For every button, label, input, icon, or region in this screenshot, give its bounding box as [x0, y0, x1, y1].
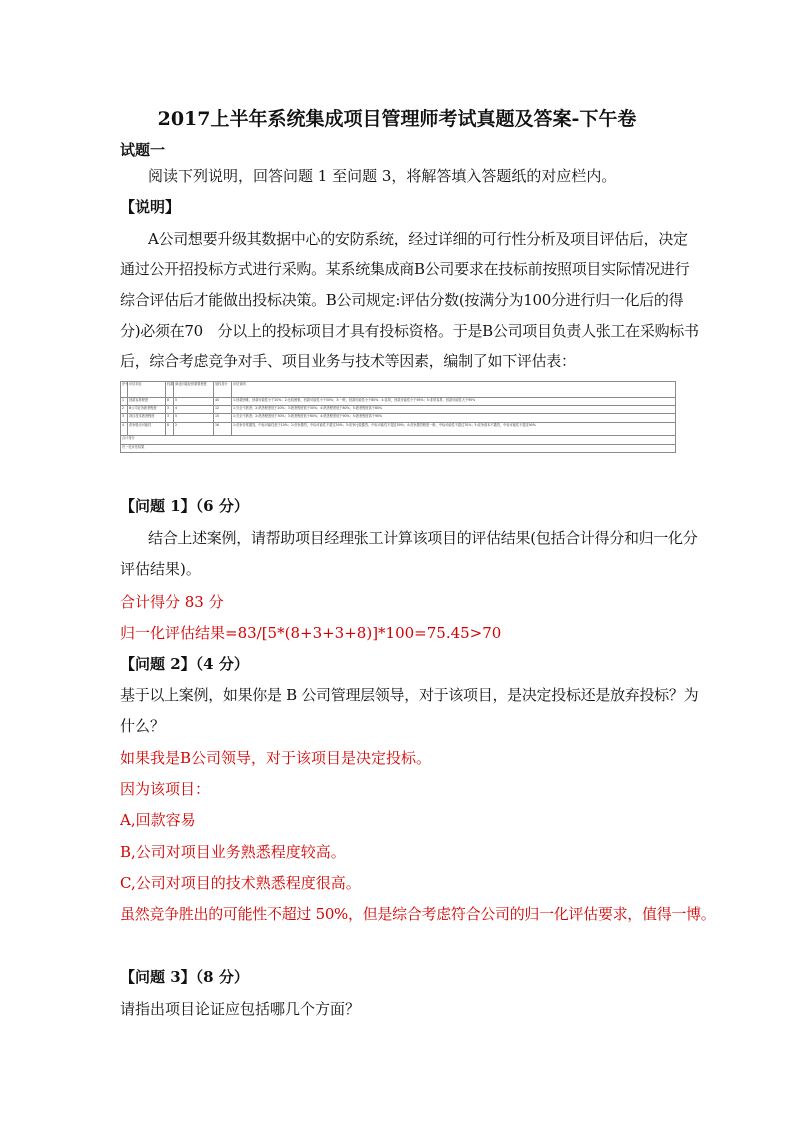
table-sum-row: [121, 436, 676, 444]
table-cell: 1: [121, 397, 128, 405]
table-header-cell: 序号: [121, 382, 128, 398]
table-cell: 16: [214, 422, 232, 435]
question-1-heading: [120, 496, 249, 516]
description-line: A公司想要升级其数据中心的安防系统，经过详细的可行性分析及项目评估后，决定: [148, 230, 688, 248]
table-cell: 回款容易程度: [128, 397, 166, 405]
answer-text: B,公司对项目业务熟悉程度较高。: [120, 843, 346, 861]
table-cell: 8: [166, 422, 174, 435]
description-label: 【说明】: [120, 198, 181, 216]
intro-text: 阅读下列说明，回答问题 1 至问题 3，将解答填入答题纸的对应栏内。: [148, 167, 617, 185]
question-label: 【问题 2】: [120, 655, 196, 673]
document-title: 2017上半年系统集成项目管理师考试真题及答案-下午卷: [157, 108, 637, 130]
table-cell: 合计得分: [121, 436, 676, 444]
table-header-cell: 权重: [166, 382, 174, 398]
question-text: 评估结果)。: [120, 560, 201, 578]
description-line: 后，综合考虑竞争对手、项目业务与技术等因素，编制了如下评估表：: [120, 352, 576, 370]
table-cell: 1:竞争非常激烈，中标可能性低于10%；2:竞争激烈，中标可能性不超过30%；3:竞争比较激烈，中标可能性不超过50%；4:竞争激烈程度一般，中标可能性不超过70%；5:竞争基本不激烈，中标可能性不超过90%: [232, 422, 676, 435]
question-text: 请指出项目论证应包括哪几个方面？: [120, 1000, 361, 1018]
table-cell: 3: [121, 414, 128, 422]
table-row: [121, 422, 676, 435]
evaluation-table: [120, 381, 676, 453]
table-norm-row: [121, 444, 676, 452]
question-label: 【问题 1】: [120, 497, 196, 515]
question-3-heading: [120, 967, 249, 987]
description-line: 综合评估后才能做出投标决策。B公司规定:评估分数(按满分为100分进行归一化后的得: [120, 291, 684, 309]
table-header-cell: 评估项目: [128, 382, 166, 398]
answer-text: A,回款容易: [120, 811, 196, 829]
question-score: （4 分）: [195, 655, 249, 673]
table-cell: 3: [166, 414, 174, 422]
table-row: [121, 414, 676, 422]
question-label: 【问题 3】: [120, 968, 196, 986]
table-cell: 竞争胜出可能性: [128, 422, 166, 435]
table-cell: 项目技术熟悉程度: [128, 414, 166, 422]
question-text: 结合上述案例，请帮助项目经理张工计算该项目的评估结果(包括合计得分和归一化分: [148, 529, 698, 547]
table-cell: 1:完全不熟悉；2:熟悉程度低于20%；3:熟悉程度低于50%；4:熟悉程度低于80%；5:熟悉程度高于80%: [232, 406, 676, 414]
table-row: [121, 397, 676, 405]
table-cell: 40: [214, 397, 232, 405]
question-2-heading: [120, 654, 249, 674]
answer-text: 虽然竞争胜出的可能性不超过 50%，但是综合考虑符合公司的归一化评估要求，值得一博。: [120, 905, 716, 923]
answer-text: 合计得分 83 分: [120, 593, 224, 611]
table-cell: 1:完全不熟悉；2:熟悉程度低于30%；3:熟悉程度低于60%；4:熟悉程度低于90%；5:熟悉程度高于90%: [232, 414, 676, 422]
table-cell: 2: [121, 406, 128, 414]
question-score: （8 分）: [195, 968, 249, 986]
table-cell: 4: [121, 422, 128, 435]
answer-text: 因为该项目：: [120, 780, 211, 798]
table-cell: 12: [214, 406, 232, 414]
table-header-row: [121, 382, 676, 398]
table-cell: B公司业务熟悉程度: [128, 406, 166, 414]
question-text: 基于以上案例，如果你是 B 公司管理层领导，对于该项目，是决定投标还是放弃投标？为: [120, 686, 699, 704]
question-text: 什么？: [120, 717, 166, 735]
table-cell: 5: [174, 397, 214, 405]
question-score: （6 分）: [195, 497, 249, 515]
table-cell: 归一化评估结果: [121, 444, 676, 452]
answer-text: C,公司对项目的技术熟悉程度很高。: [120, 874, 361, 892]
table-header-cell: 商业因素经营重要程度: [174, 382, 214, 398]
table-header-cell: 加权得分: [214, 382, 232, 398]
description-line: 通过公开招投标方式进行采购。某系统集成商B公司要求在技标前按照项目实际情况进行: [120, 260, 690, 278]
description-line: 分)必须在70 分以上的投标项目才具有投标资格。于是B公司项目负责人张工在采购标书: [120, 322, 699, 340]
table-cell: 4: [174, 406, 214, 414]
table-cell: 8: [166, 397, 174, 405]
table-cell: 3: [166, 406, 174, 414]
answer-text: 归一化评估结果=83/[5*(8+3+3+8)]*100=75.45>70: [120, 624, 502, 642]
table-cell: 2: [174, 422, 214, 435]
table-cell: 15: [214, 414, 232, 422]
table-cell: 1:回款困难，回款可能性小于20%；2:比较困难，回款可能性小于50%；3:一般，回款可能性小于80%；4:容易，回款可能性小于95%；5:非常容易，回款可能性大于95%: [232, 397, 676, 405]
table-cell: 5: [174, 414, 214, 422]
section-label: 试题一: [120, 141, 166, 159]
table-row: [121, 406, 676, 414]
answer-text: 如果我是B公司领导，对于该项目是决定投标。: [120, 749, 432, 767]
table-header-cell: 评估说明: [232, 382, 676, 398]
